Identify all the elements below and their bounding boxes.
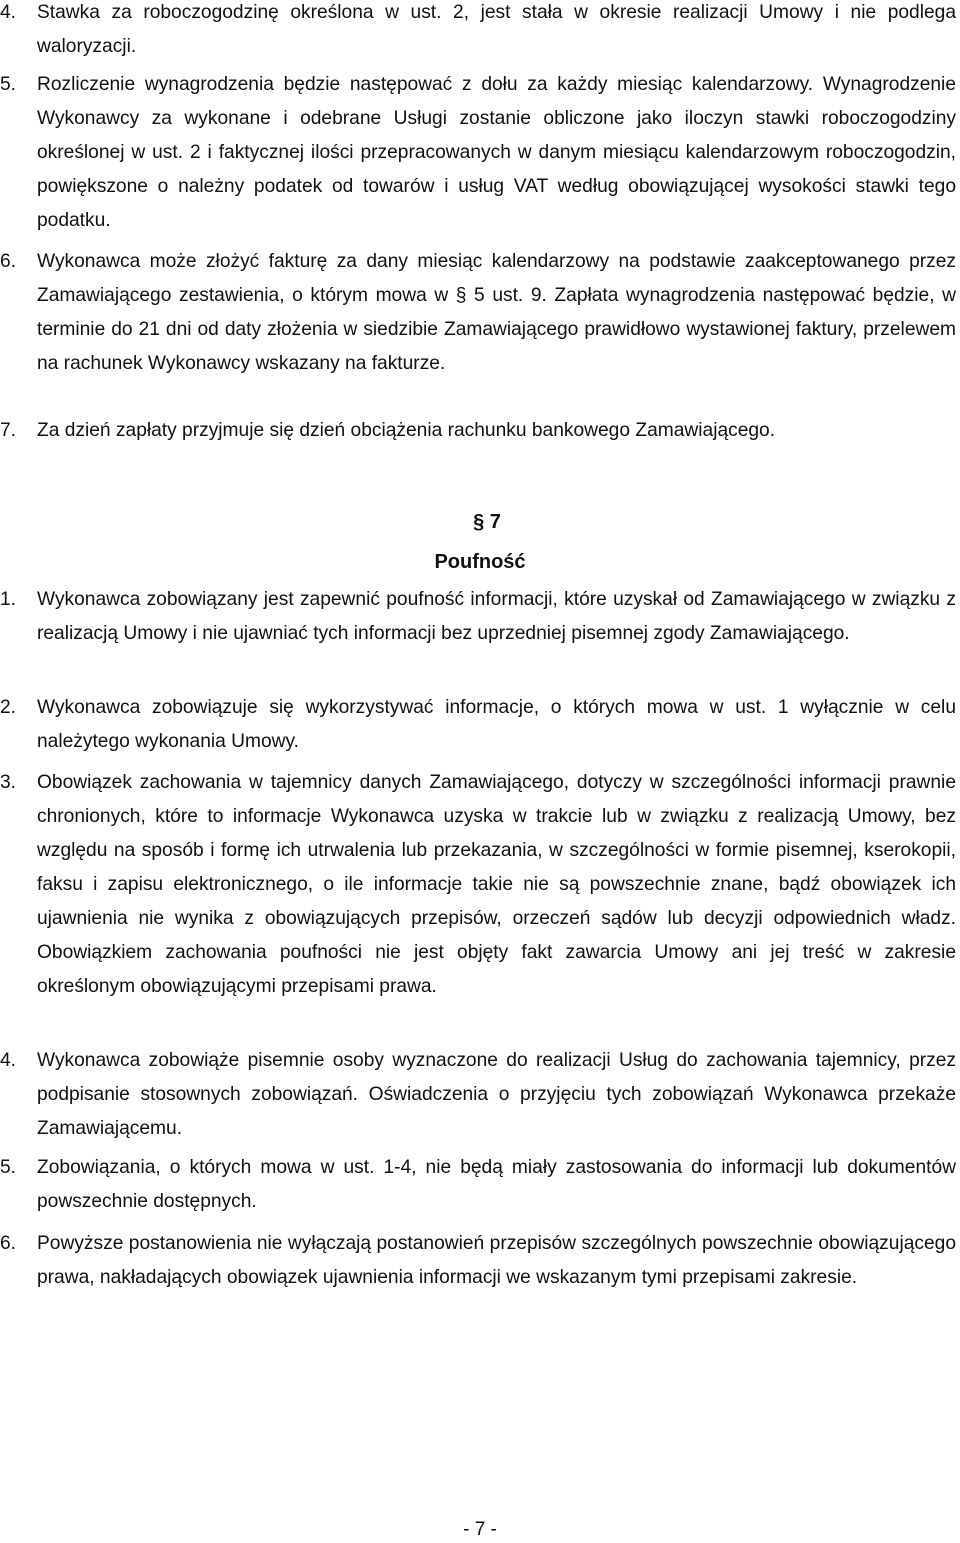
list-item-3 <box>0 766 956 1004</box>
list-item-text: Zobowiązania, o których mowa w ust. 1-4, nie będą miały zastosowania do informacji lub dokumentów powszechnie dostępnych. <box>37 1157 956 1212</box>
list-item-2 <box>0 691 956 759</box>
list-item-text: Wykonawca zobowiąże pisemnie osoby wyznaczone do realizacji Usług do zachowania tajemnicy, przez podpisanie stosownych zobowiązań. Oświadczenia o przyjęciu tych zobowiązań Wykonawca przekaże Zamawiającemu. <box>37 1050 956 1139</box>
list-item-5b <box>0 1151 956 1219</box>
list-item-6 <box>0 245 956 381</box>
list-item-text: Za dzień zapłaty przyjmuje się dzień obciążenia rachunku bankowego Zamawiającego. <box>37 420 776 441</box>
list-item-number: 4. <box>0 2 17 23</box>
list-item-number: 2. <box>0 697 17 718</box>
list-item-text: Powyższe postanowienia nie wyłączają postanowień przepisów szczególnych powszechnie obowiązującego prawa, nakładających obowiązek ujawnienia informacji we wskazanym tymi przepisami zakresie. <box>37 1233 956 1288</box>
list-item-4b <box>0 1044 956 1146</box>
list-item-number: 6. <box>0 1233 17 1254</box>
list-item-number: 5. <box>0 74 17 95</box>
list-item-1 <box>0 583 956 651</box>
list-item-text: Wykonawca zobowiązany jest zapewnić poufność informacji, które uzyskał od Zamawiającego w związku z realizacją Umowy i nie ujawniać tych informacji bez uprzedniej pisemnej zgody Zamawiającego. <box>37 589 956 644</box>
list-item-number: 4. <box>0 1050 17 1071</box>
list-item-text: Stawka za roboczogodzinę określona w ust. 2, jest stała w okresie realizacji Umowy i nie podlega waloryzacji. <box>37 2 956 57</box>
page-number: - 7 - <box>463 1519 497 1540</box>
list-item-text: Obowiązek zachowania w tajemnicy danych Zamawiającego, dotyczy w szczególności informacji prawnie chronionych, które to informacje Wykonawca uzyska w trakcie lub w związku z realizacją Umowy, bez względu na sposób i formę ich utrwalenia lub przekazania, w szczególności w formie pisemnej, kserokopii, faksu i zapisu elektronicznego, o ile informacje takie nie są powszechnie znane, bądź obowiązek ich ujawnienia nie wynika z obowiązujących przepisów, orzeczeń sądów lub decyzji odpowiednich władz. Obowiązkiem zachowania poufności nie jest objęty fakt zawarcia Umowy ani jej treść w zakresie określonym obowiązującymi przepisami prawa. <box>37 772 956 997</box>
list-item-number: 1. <box>0 589 17 610</box>
list-item-4 <box>0 0 956 64</box>
list-item-number: 3. <box>0 772 17 793</box>
list-item-5 <box>0 68 956 238</box>
list-item-6b <box>0 1227 956 1295</box>
section-title: Poufność <box>434 551 526 573</box>
list-item-text: Wykonawca zobowiązuje się wykorzystywać informacje, o których mowa w ust. 1 wyłącznie w celu należytego wykonania Umowy. <box>37 697 956 752</box>
list-item-text: Wykonawca może złożyć fakturę za dany miesiąc kalendarzowy na podstawie zaakceptowanego przez Zamawiającego zestawienia, o którym mowa w § 5 ust. 9. Zapłata wynagrodzenia następować będzie, w terminie do 21 dni od daty złożenia w siedzibie Zamawiającego prawidłowo wystawionej faktury, przelewem na rachunek Wykonawcy wskazany na fakturze. <box>37 251 956 374</box>
list-item-number: 5. <box>0 1157 17 1178</box>
list-item-7 <box>0 414 956 448</box>
list-item-number: 7. <box>0 420 17 441</box>
list-item-text: Rozliczenie wynagrodzenia będzie następować z dołu za każdy miesiąc kalendarzowy. Wynagrodzenie Wykonawcy za wykonane i odebrane Usługi zostanie obliczone jako iloczyn stawki roboczogodziny określonej w ust. 2 i faktycznej ilości przepracowanych w danym miesiącu kalendarzowym roboczogodzin, powiększone o należny podatek od towarów i usług VAT według obowiązującej wysokości stawki tego podatku. <box>37 74 956 231</box>
list-item-number: 6. <box>0 251 17 272</box>
section-sign: § 7 <box>473 511 501 533</box>
